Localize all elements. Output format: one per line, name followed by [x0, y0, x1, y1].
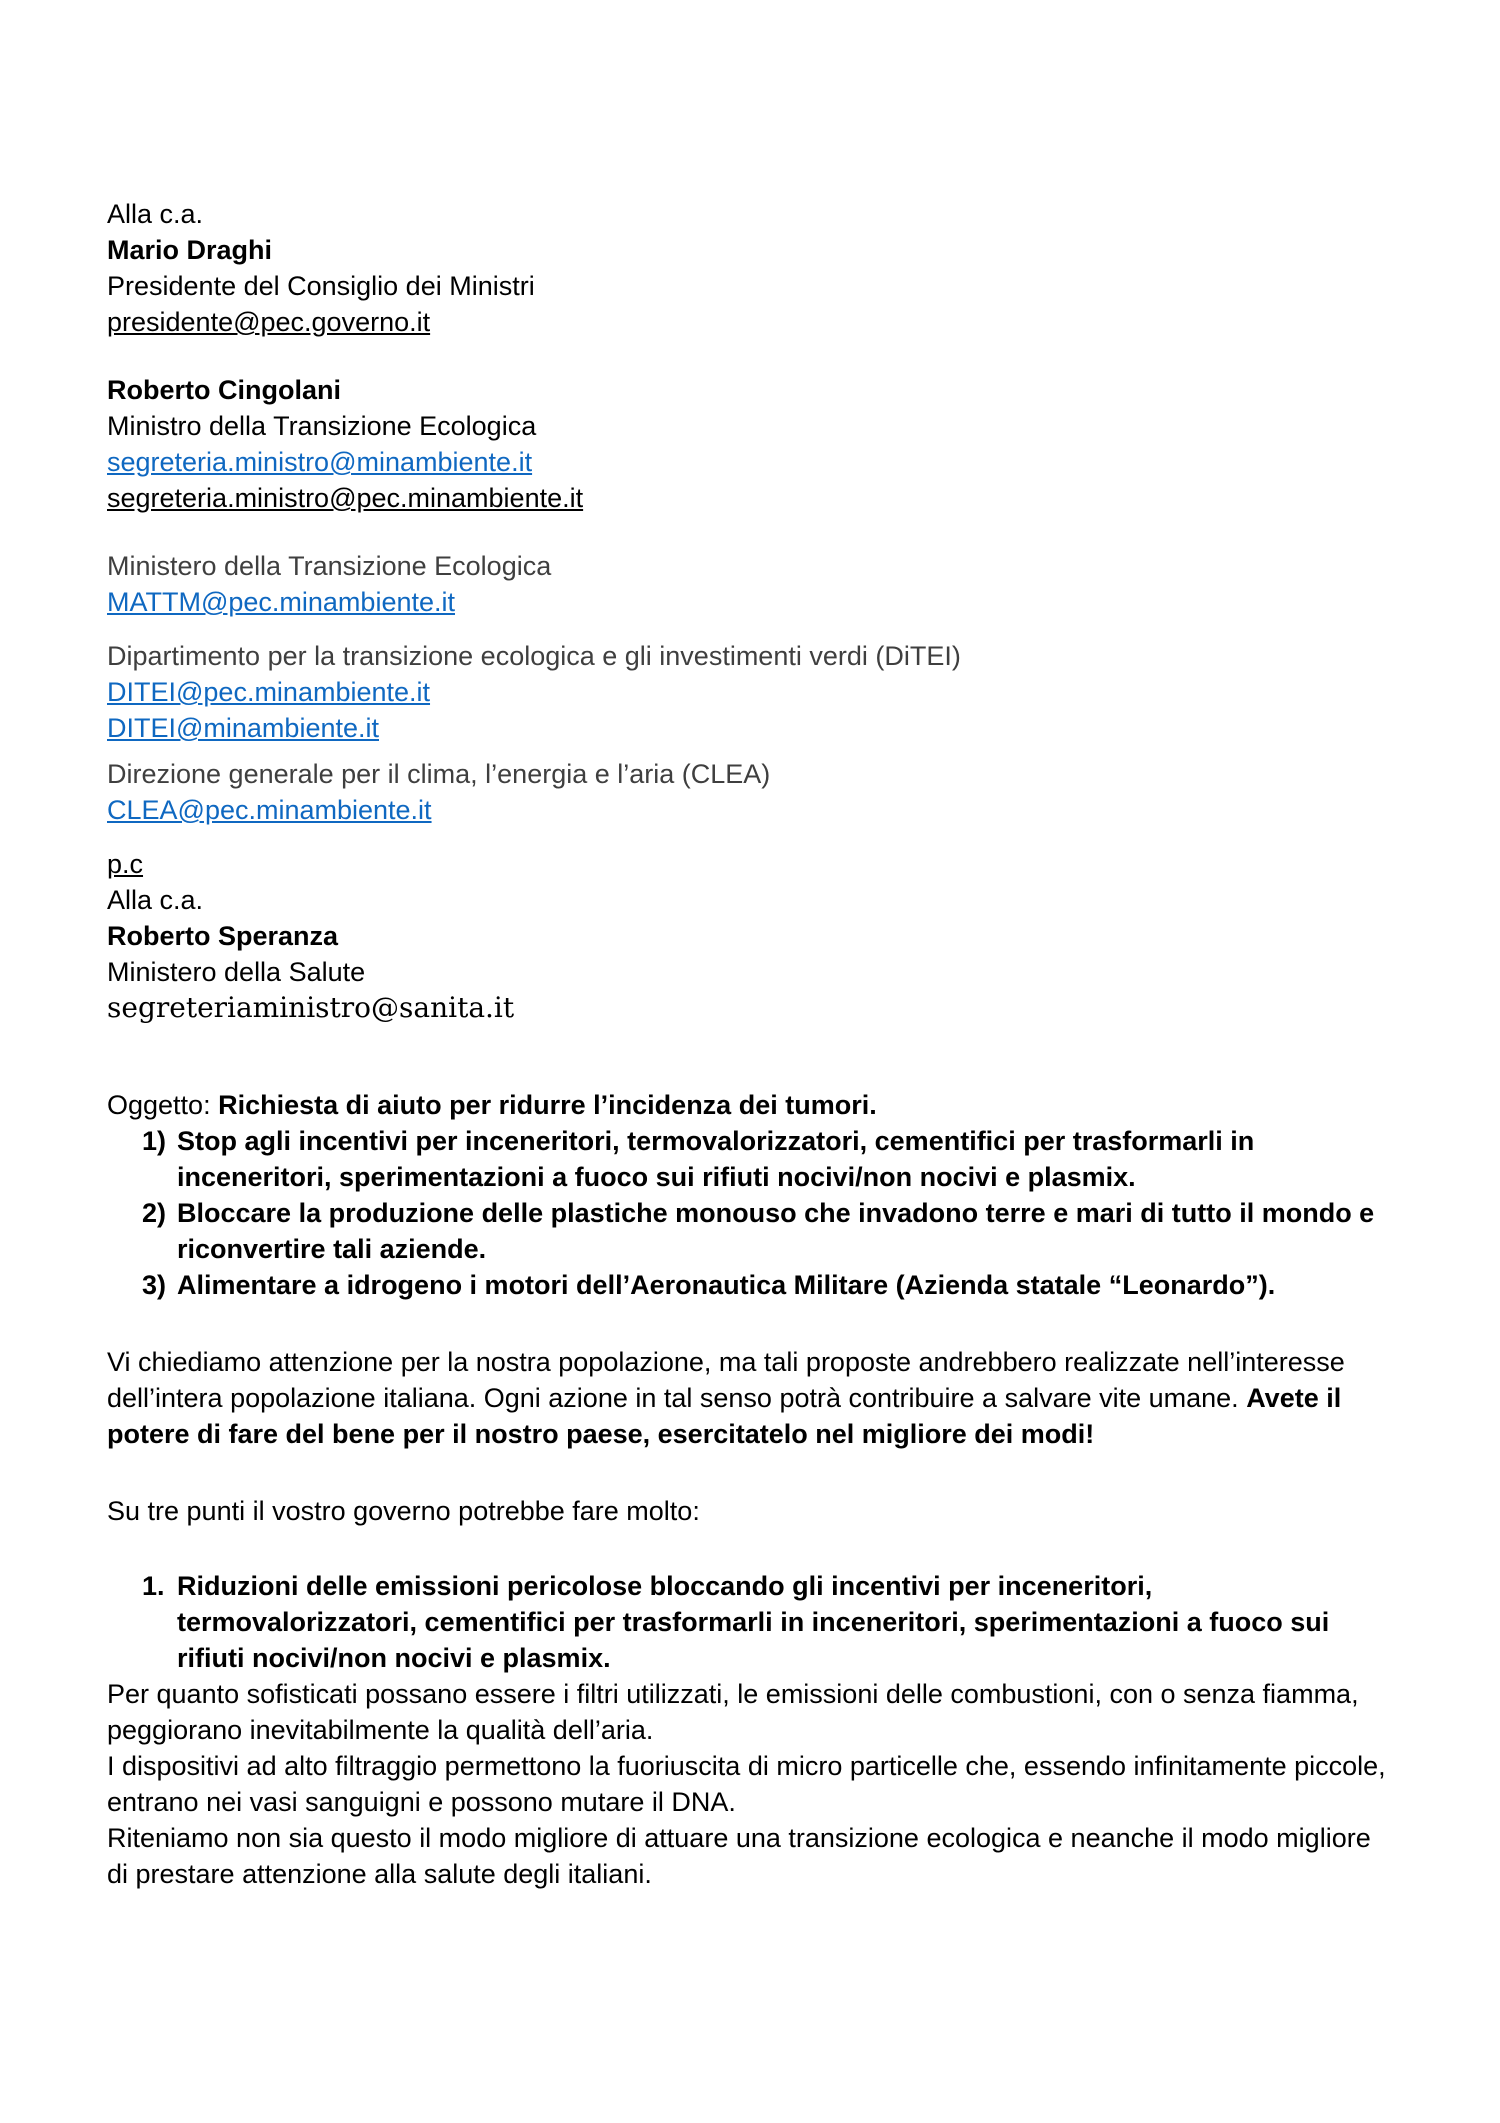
- email-text: segreteria.ministro@pec.minambiente.it: [107, 483, 584, 513]
- subject-block: [107, 1087, 1392, 1303]
- recipient-name: Roberto Cingolani: [107, 375, 341, 405]
- list-text: Stop agli incentivi per inceneritori, termovalorizzatori, cementifici per trasformarli in inceneritori, sperimentazioni a fuoco sui rifiuti nocivi/non nocivi e plasmix.: [177, 1126, 1255, 1192]
- cc-block-speranza: [107, 846, 1392, 1026]
- subject-item-2: [107, 1195, 1392, 1267]
- recipient-org: Dipartimento per la transizione ecologica e gli investimenti verdi (DiTEI): [107, 641, 961, 671]
- point-item-1: [107, 1568, 1392, 1676]
- recipient-org: Ministero della Transizione Ecologica: [107, 551, 552, 581]
- recipient-email-line: [107, 674, 1392, 710]
- email-text: presidente@pec.governo.it: [107, 307, 431, 337]
- recipient-org: Ministero della Salute: [107, 957, 366, 987]
- body-paragraph-appeal: [107, 1344, 1392, 1452]
- list-number: 2): [142, 1198, 167, 1228]
- email-link[interactable]: MATTM@pec.minambiente.it: [107, 587, 455, 617]
- subject-title: Richiesta di aiuto per ridurre l’incidenza dei tumori.: [218, 1090, 877, 1120]
- recipient-block-cingolani: [107, 372, 1392, 516]
- pc-label-text: p.c: [107, 849, 144, 879]
- recipient-email-line: segreteriaministro@sanita.it: [107, 991, 515, 1024]
- list-number: 3): [142, 1270, 167, 1300]
- list-number: 1): [142, 1126, 167, 1156]
- list-text: Riduzioni delle emissioni pericolose bloccando gli incentivi per inceneritori, termovalorizzatori, cementifici per trasformarli in inceneritori, sperimentazioni a fuoco sui rifiuti nocivi/non nocivi e plasmix.: [177, 1571, 1330, 1673]
- pc-label: [107, 846, 1392, 882]
- paragraph-regular-text: Vi chiediamo attenzione per la nostra popolazione, ma tali proposte andrebbero realizzate nell’interesse dell’intera popolazione italiana. Ogni azione in tal senso potrà contribuire a salvare vite umane.: [107, 1347, 1345, 1413]
- email-link[interactable]: DITEI@minambiente.it: [107, 713, 379, 743]
- attention-label: Alla c.a.: [107, 885, 204, 915]
- subject-item-3: [107, 1267, 1392, 1303]
- body-paragraph-intro-points: Su tre punti il vostro governo potrebbe fare molto:: [107, 1496, 700, 1526]
- recipient-role: Presidente del Consiglio dei Ministri: [107, 271, 535, 301]
- recipient-email-line: [107, 304, 1392, 340]
- recipient-email-line: [107, 444, 1392, 480]
- subject-line: [107, 1087, 1392, 1123]
- recipient-email-line: [107, 710, 1392, 746]
- recipient-block-draghi: [107, 196, 1392, 340]
- recipient-org: Direzione generale per il clima, l’energia e l’aria (CLEA): [107, 759, 771, 789]
- recipient-name: Roberto Speranza: [107, 921, 339, 951]
- letter-content: [107, 196, 1392, 1892]
- paragraph-bold-text: Avete il potere di fare del bene per il nostro paese, esercitatelo nel migliore dei modi!: [107, 1383, 1342, 1449]
- subject-item-1: [107, 1123, 1392, 1195]
- email-link[interactable]: segreteria.ministro@minambiente.it: [107, 447, 533, 477]
- recipient-block-clea: [107, 756, 1392, 828]
- list-text: Bloccare la produzione delle plastiche monouso che invadono terre e mari di tutto il mondo e riconvertire tali aziende.: [177, 1198, 1375, 1264]
- recipient-block-ministero: [107, 548, 1392, 620]
- recipient-email-line: [107, 584, 1392, 620]
- attention-label: Alla c.a.: [107, 199, 204, 229]
- body-paragraph-filters: Per quanto sofisticati possano essere i filtri utilizzati, le emissioni delle combustioni, con o senza fiamma, peggiorano inevitabilmente la qualità dell’aria.: [107, 1679, 1359, 1745]
- subject-label: Oggetto:: [107, 1090, 219, 1120]
- body-paragraph-conclusion: Riteniamo non sia questo il modo migliore di attuare una transizione ecologica e neanche il modo migliore di prestare attenzione alla salute degli italiani.: [107, 1823, 1371, 1889]
- email-link[interactable]: DITEI@pec.minambiente.it: [107, 677, 431, 707]
- list-number: 1.: [142, 1571, 165, 1601]
- body-paragraph-particles: I dispositivi ad alto filtraggio permettono la fuoriuscita di micro particelle che, essendo infinitamente piccole, entrano nei vasi sanguigni e possono mutare il DNA.: [107, 1751, 1386, 1817]
- list-text: Alimentare a idrogeno i motori dell’Aeronautica Militare (Azienda statale “Leonardo”).: [177, 1270, 1276, 1300]
- email-link[interactable]: CLEA@pec.minambiente.it: [107, 795, 432, 825]
- recipient-role: Ministro della Transizione Ecologica: [107, 411, 537, 441]
- recipient-email-line: [107, 792, 1392, 828]
- recipient-name: Mario Draghi: [107, 235, 273, 265]
- recipient-email-line: [107, 480, 1392, 516]
- recipient-block-ditei: [107, 638, 1392, 746]
